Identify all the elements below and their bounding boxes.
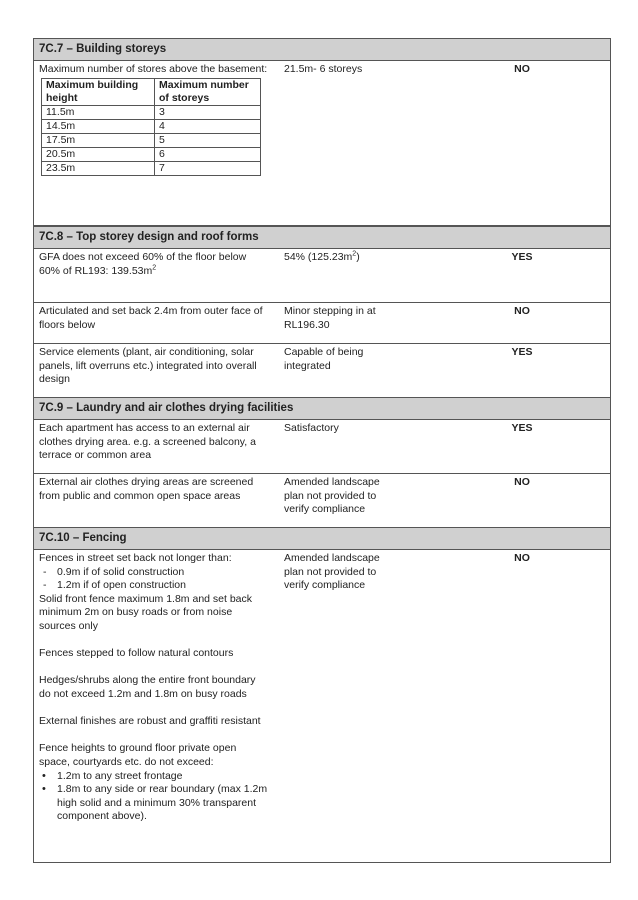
requirement-text: Fences in street set back not longer than: bbox=[39, 552, 232, 564]
compliance-cell: YES bbox=[511, 251, 533, 263]
requirement-text: GFA does not exceed 60% of the floor below bbox=[39, 251, 247, 263]
requirement-text: Maximum number of stores above the basement: bbox=[39, 63, 268, 75]
requirement-cell bbox=[34, 249, 279, 302]
requirement-paragraph: Fences stepped to follow natural contours bbox=[39, 647, 234, 660]
inner-cell-height: 20.5m bbox=[42, 147, 155, 161]
bullet-list bbox=[39, 770, 269, 824]
inner-cell-height: 17.5m bbox=[42, 133, 155, 147]
table-row bbox=[34, 344, 610, 397]
proposal-cell: Minor stepping in at RL196.30 bbox=[284, 305, 376, 331]
section-header-fencing: 7C.10 – Fencing bbox=[34, 527, 610, 550]
proposal-cell: 54% $(125.23m^2)$ bbox=[284, 250, 360, 263]
inner-cell-storeys: 6 bbox=[155, 147, 261, 161]
requirement-cell: Service elements (plant, air conditioning, solar panels, lift overruns etc.) integrated into overall design bbox=[39, 346, 257, 386]
inner-cell-storeys: 7 bbox=[155, 161, 261, 175]
proposal-cell: Amended landscape plan not provided to verify compliance bbox=[284, 552, 380, 592]
requirement-paragraph: Hedges/shrubs along the entire front boundary do not exceed 1.2m and 1.8m on busy roads bbox=[39, 674, 256, 700]
inner-cell-height: 11.5m bbox=[42, 105, 155, 119]
proposal-cell: Satisfactory bbox=[284, 422, 339, 434]
dash-list bbox=[39, 566, 269, 593]
compliance-cell: NO bbox=[514, 63, 530, 75]
requirement-cell: Each apartment has access to an external air clothes drying area. e.g. a screened balcony, a terrace or common area bbox=[39, 422, 256, 462]
superscript: 2 bbox=[352, 250, 357, 258]
proposal-cell: Capable of being integrated bbox=[284, 346, 364, 372]
compliance-table bbox=[33, 38, 611, 863]
section-header-top-storey: 7C.8 – Top storey design and roof forms bbox=[34, 226, 610, 249]
requirement-paragraph: Solid front fence maximum 1.8m and set back minimum 2m on busy roads or from noise sources only bbox=[39, 592, 253, 632]
compliance-cell: YES bbox=[511, 346, 533, 358]
storeys-height-table bbox=[41, 78, 261, 176]
requirement-text: 60% of RL193: $139.53m^2$ bbox=[39, 264, 157, 277]
compliance-cell: NO bbox=[514, 305, 530, 317]
inner-cell-storeys: 5 bbox=[155, 133, 261, 147]
inner-cell-storeys: 4 bbox=[155, 119, 261, 133]
table-row bbox=[34, 550, 610, 863]
inner-header-height: Maximum building height bbox=[42, 78, 155, 105]
requirement-cell: External air clothes drying areas are screened from public and common open space areas bbox=[39, 476, 254, 502]
list-item: - 0.9m if of solid construction bbox=[39, 566, 269, 580]
requirement-paragraph: Fence heights to ground floor private open space, courtyards etc. do not exceed: bbox=[39, 742, 237, 768]
table-row bbox=[34, 303, 610, 344]
inner-cell-height: 14.5m bbox=[42, 119, 155, 133]
superscript: 2 bbox=[152, 264, 157, 272]
table-row bbox=[34, 420, 610, 474]
section-header-building-storeys: 7C.7 – Building storeys bbox=[34, 38, 610, 61]
section-header-laundry: 7C.9 – Laundry and air clothes drying facilities bbox=[34, 397, 610, 420]
list-item: - 1.2m if of open construction bbox=[39, 579, 269, 593]
inner-cell-storeys: 3 bbox=[155, 105, 261, 119]
table-row bbox=[34, 249, 610, 303]
table-row bbox=[34, 474, 610, 527]
compliance-cell: YES bbox=[511, 422, 533, 434]
requirement-cell bbox=[34, 61, 279, 225]
proposal-cell: Amended landscape plan not provided to verify compliance bbox=[284, 476, 380, 516]
list-item: • 1.2m to any street frontage bbox=[39, 770, 269, 784]
table-row bbox=[34, 61, 610, 226]
inner-header-storeys: Maximum number of storeys bbox=[155, 78, 261, 105]
compliance-cell: NO bbox=[514, 552, 530, 564]
requirement-cell: Articulated and set back 2.4m from outer face of floors below bbox=[39, 305, 263, 331]
requirement-cell bbox=[34, 550, 279, 862]
requirement-paragraph: External finishes are robust and graffiti resistant bbox=[39, 715, 261, 728]
proposal-cell: 21.5m- 6 storeys bbox=[284, 63, 363, 75]
inner-cell-height: 23.5m bbox=[42, 161, 155, 175]
compliance-cell: NO bbox=[514, 476, 530, 488]
list-item: • 1.8m to any side or rear boundary (max 1.2m high solid and a minimum 30% transparent component above). bbox=[39, 783, 269, 824]
